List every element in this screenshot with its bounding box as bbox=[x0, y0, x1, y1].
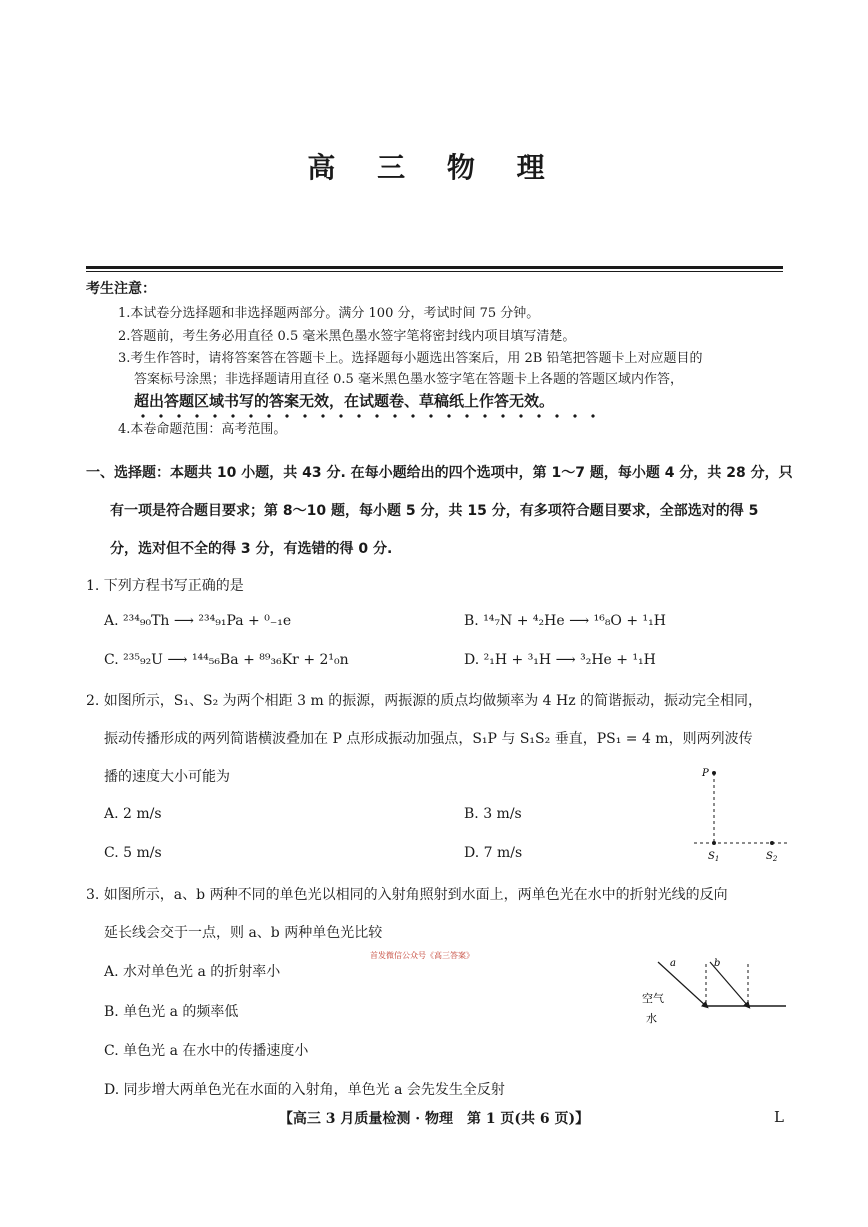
watermark-text: 首发微信公众号《高三答案》 bbox=[370, 951, 474, 960]
point-s2 bbox=[770, 841, 774, 845]
point-s1 bbox=[712, 841, 716, 845]
q2-wave-sources-figure bbox=[690, 760, 790, 868]
notice-item-3-warning: 超出答题区域书写的答案无效，在试题卷、草稿纸上作答无效。 bbox=[134, 392, 555, 410]
q1-stem: 1. 下列方程书写正确的是 bbox=[86, 578, 244, 594]
notice-item-1: 1.本试卷分选择题和非选择题两部分。满分 100 分，考试时间 75 分钟。 bbox=[118, 306, 540, 321]
q2-option-c: C. 5 m/s bbox=[104, 845, 162, 861]
notice-item-3-line1: 3.考生作答时，请将答案答在答题卡上。选择题每小题选出答案后，用 2B 铅笔把答题卡上对应题目的 bbox=[118, 351, 703, 366]
q1-option-b: B. ¹⁴₇N + ⁴₂He ⟶ ¹⁶₈O + ¹₁H bbox=[464, 613, 666, 629]
q3-stem-line2: 延长线会交于一点，则 a、b 两种单色光比较 bbox=[104, 925, 383, 941]
q1-option-a: A. ²³⁴₉₀Th ⟶ ²³⁴₉₁Pa + ⁰₋₁e bbox=[104, 613, 292, 629]
footer-letter: L bbox=[774, 1108, 784, 1126]
q2-stem-line2: 振动传播形成的两列简谐横波叠加在 P 点形成振动加强点，S₁P 与 S₁S₂ 垂直，PS₁ = 4 m，则两列波传 bbox=[104, 731, 753, 747]
ray-a bbox=[658, 962, 706, 1006]
q3-refraction-figure bbox=[636, 950, 788, 1030]
q2-option-b: B. 3 m/s bbox=[464, 806, 522, 822]
q3-option-c: C. 单色光 a 在水中的传播速度小 bbox=[104, 1043, 309, 1059]
section-heading-line2: 有一项是符合题目要求；第 8～10 题，每小题 5 分，共 15 分，有多项符合题目要求，全部选对的得 5 bbox=[110, 503, 759, 519]
label-s2: $S_2$ bbox=[766, 851, 778, 863]
notice-item-3-line2: 答案标号涂黑；非选择题请用直径 0.5 毫米黑色墨水签字笔在答题卡上各题的答题区域内作答， bbox=[134, 372, 683, 387]
q3-option-a: A. 水对单色光 a 的折射率小 bbox=[104, 964, 281, 980]
q2-option-a: A. 2 m/s bbox=[104, 806, 162, 822]
label-a: a bbox=[670, 958, 676, 969]
header-rule bbox=[86, 266, 783, 269]
label-p: P bbox=[702, 768, 709, 779]
q2-stem-line3: 播的速度大小可能为 bbox=[104, 769, 230, 785]
section-heading-line3: 分，选对但不全的得 3 分，有选错的得 0 分. bbox=[110, 541, 393, 557]
header-rule-thin bbox=[86, 271, 783, 272]
label-air: 空气 bbox=[642, 992, 664, 1005]
q2-stem-line1: 2. 如图所示，S₁、S₂ 为两个相距 3 m 的振源，两振源的质点均做频率为 4 Hz 的简谐振动，振动完全相同， bbox=[86, 693, 763, 709]
notice-item-4: 4.本卷命题范围：高考范围。 bbox=[118, 422, 287, 437]
q1-option-d: D. ²₁H + ³₁H ⟶ ³₂He + ¹₁H bbox=[464, 652, 656, 668]
label-water: 水 bbox=[646, 1012, 657, 1025]
label-b: b bbox=[714, 958, 721, 969]
notice-heading: 考生注意： bbox=[86, 281, 156, 297]
page-footer: 【高三 3 月质量检测 · 物理 第 1 页(共 6 页)】 bbox=[278, 1111, 590, 1127]
notice-item-2: 2.答题前，考生务必用直径 0.5 毫米黑色墨水签字笔将密封线内项目填写清楚。 bbox=[118, 329, 576, 344]
q1-option-c: C. ²³⁵₉₂U ⟶ ¹⁴⁴₅₆Ba + ⁸⁹₃₆Kr + 2¹₀n bbox=[104, 652, 349, 668]
page-title: 高 三 物 理 bbox=[307, 151, 561, 184]
point-p bbox=[712, 771, 716, 775]
q3-stem-line1: 3. 如图所示，a、b 两种不同的单色光以相同的入射角照射到水面上，两单色光在水中的折射光线的反向 bbox=[86, 887, 728, 903]
q2-option-d: D. 7 m/s bbox=[464, 845, 523, 861]
q3-option-b: B. 单色光 a 的频率低 bbox=[104, 1004, 239, 1020]
q3-option-d: D. 同步增大两单色光在水面的入射角，单色光 a 会先发生全反射 bbox=[104, 1082, 505, 1098]
label-s1: $S_1$ bbox=[708, 851, 720, 863]
section-heading-line1: 一、选择题：本题共 10 小题，共 43 分. 在每小题给出的四个选项中，第 1～7 题，每小题 4 分，共 28 分，只 bbox=[86, 465, 793, 481]
